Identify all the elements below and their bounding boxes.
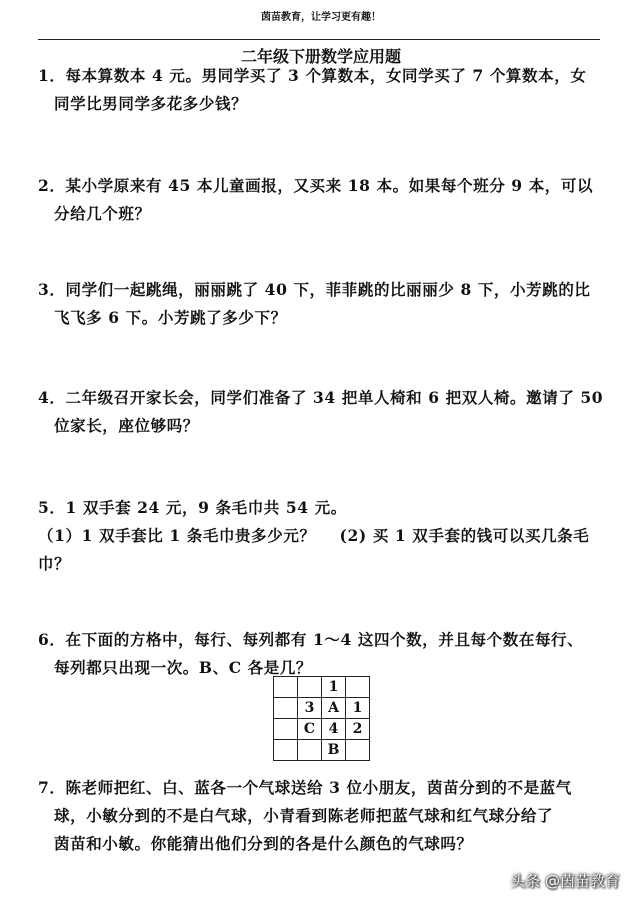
question-3-line-1: 3．同学们一起跳绳，丽丽跳了 40 下，菲菲跳的比丽丽少 8 下，小芳跳的比 — [38, 280, 591, 299]
number-grid — [273, 676, 370, 761]
page-title: 二年级下册数学应用题 — [240, 47, 401, 66]
question-7 — [38, 774, 612, 858]
question-3-line-2: 飞飞多 6 下。小芳跳了多少下？ — [54, 308, 287, 327]
question-5-line-1: 5．1 双手套 24 元，9 条毛巾共 54 元。 — [38, 498, 347, 517]
grid-cell: A — [322, 698, 346, 719]
grid-cell: 1 — [322, 677, 346, 698]
question-5-subquestions — [38, 522, 612, 550]
question-2 — [38, 172, 612, 228]
question-1 — [38, 62, 612, 118]
grid-cell — [274, 677, 298, 698]
question-2-line-1: 2．某小学原来有 45 本儿童画报，又买来 18 本。如果每个班分 9 本，可以 — [38, 176, 594, 195]
grid-cell: 4 — [322, 719, 346, 740]
question-6-line-2: 每列都只出现一次。B、C 各是几？ — [54, 658, 313, 677]
watermark: 头条 @茵苗教育 — [510, 872, 620, 890]
question-5-sub-2: (2) 买 1 双手套的钱可以买几条毛 — [339, 526, 590, 545]
grid-cell — [346, 677, 370, 698]
question-7-line-1: 7．陈老师把红、白、蓝各一个气球送给 3 位小朋友，茵苗分到的不是蓝气 — [38, 778, 572, 797]
grid-row — [274, 677, 370, 698]
grid-cell: B — [322, 740, 346, 761]
question-3 — [38, 276, 612, 332]
question-1-line-2: 同学比男同学多花多少钱？ — [54, 94, 248, 113]
grid-cell: 3 — [298, 698, 322, 719]
grid-row — [274, 740, 370, 761]
header-divider — [38, 39, 600, 40]
grid-cell — [298, 740, 322, 761]
grid-row — [274, 698, 370, 719]
grid-cell: 2 — [346, 719, 370, 740]
question-4 — [38, 384, 612, 440]
grid-cell — [274, 719, 298, 740]
question-6 — [38, 626, 612, 682]
question-7-line-3: 茵苗和小敏。你能猜出他们分到的各是什么颜色的气球吗？ — [54, 834, 473, 853]
header-tagline: 茵苗教育，让学习更有趣！ — [261, 12, 381, 23]
question-6-line-1: 6．在下面的方格中，每行、每列都有 1～4 这四个数，并且每个数在每行、 — [38, 630, 584, 649]
grid-cell — [274, 740, 298, 761]
grid-cell — [274, 698, 298, 719]
grid-cell — [298, 677, 322, 698]
question-5 — [38, 494, 612, 578]
grid-cell: 1 — [346, 698, 370, 719]
question-1-line-1: 1．每本算数本 4 元。男同学买了 3 个算数本，女同学买了 7 个算数本，女 — [38, 66, 587, 85]
question-7-line-2: 球，小敏分到的不是白气球，小青看到陈老师把蓝气球和红气球分给了 — [54, 806, 554, 825]
grid-cell: C — [298, 719, 322, 740]
question-4-line-2: 位家长，座位够吗？ — [54, 416, 199, 435]
question-4-line-1: 4．二年级召开家长会，同学们准备了 34 把单人椅和 6 把双人椅。邀请了 50 — [38, 388, 604, 407]
question-5-sub-1: （1）1 双手套比 1 条毛巾贵多少元？ — [38, 526, 316, 545]
question-5-line-3: 巾？ — [38, 554, 71, 573]
grid-cell — [346, 740, 370, 761]
question-2-line-2: 分给几个班？ — [54, 204, 151, 223]
grid-row — [274, 719, 370, 740]
